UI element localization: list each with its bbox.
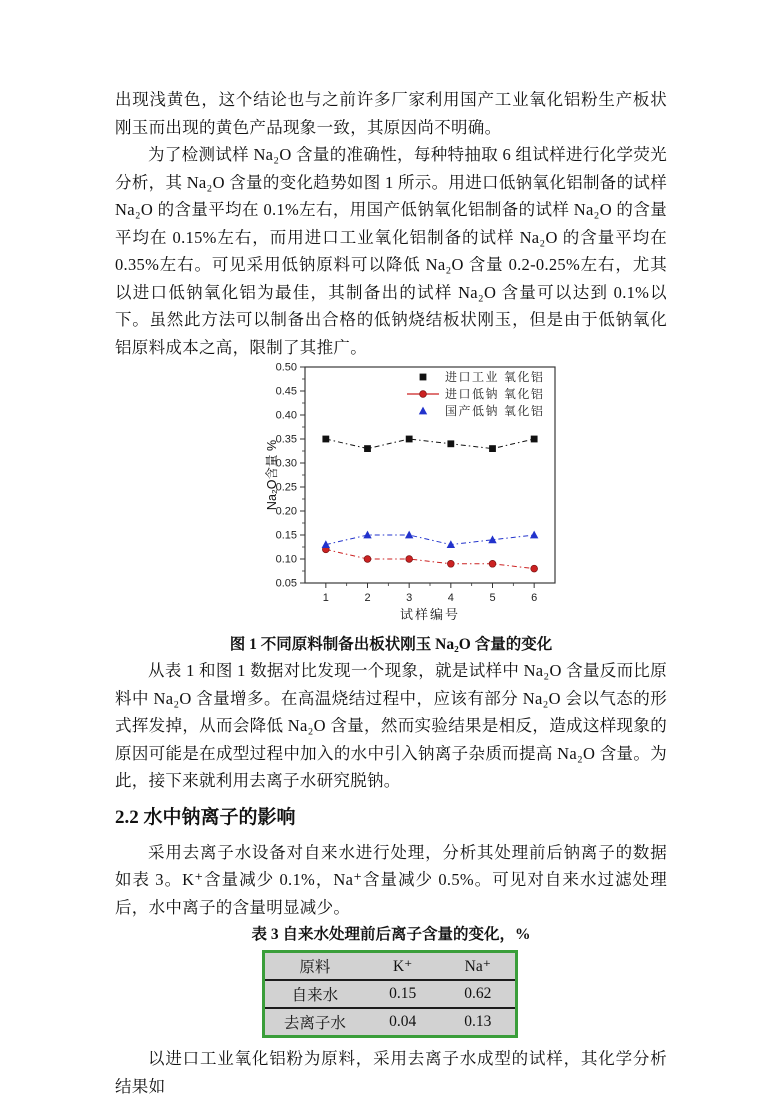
- svg-text:0.35: 0.35: [275, 433, 297, 446]
- x-axis-label: 试样编号: [399, 607, 461, 622]
- table3-caption: 表 3 自来水处理前后离子含量的变化，%: [251, 926, 531, 943]
- svg-text:0.05: 0.05: [275, 577, 297, 590]
- svg-text:1: 1: [322, 592, 329, 604]
- svg-text:3: 3: [406, 592, 413, 604]
- legend-label-2: 国产低钠 氧化铝: [445, 404, 545, 418]
- figure1: [115, 361, 667, 657]
- table-cell: 0.04: [389, 1013, 417, 1030]
- body-paragraph-5: 以进口工业氧化铝粉为原料，采用去离子水成型的试样，其化学分析结果如: [115, 1049, 667, 1096]
- svg-text:5: 5: [489, 592, 496, 604]
- svg-text:0.40: 0.40: [275, 409, 297, 422]
- svg-text:0.15: 0.15: [275, 529, 297, 542]
- y-axis: [265, 362, 305, 590]
- series-0: [322, 436, 537, 452]
- table-cell: 去离子水: [283, 1015, 346, 1032]
- table-header-potassium: K⁺: [392, 957, 413, 975]
- svg-text:0.25: 0.25: [275, 481, 297, 494]
- y-axis-label: Na₂O含量 %: [265, 439, 279, 511]
- section-heading-2-2: 2.2 水中钠离子的影响: [115, 806, 296, 828]
- body-paragraph-4: 采用去离子水设备对自来水进行处理，分析其处理前后钠离子的数据如表 3。K⁺含量减少 0.1%，Na⁺含量减少 0.5%。可见对自来水过滤处理后，水中离子的含量明显减少。: [115, 842, 667, 917]
- figure1-chart-area: [263, 361, 573, 632]
- svg-text:0.20: 0.20: [275, 505, 297, 518]
- table-row-deionized-water: [264, 1008, 517, 1037]
- svg-text:2: 2: [364, 592, 371, 604]
- svg-text:0.45: 0.45: [275, 385, 297, 398]
- body-paragraph-2: 为了检测试样 Na₂O 含量的准确性，每种特抽取 6 组试样进行化学荧光分析，其 Na₂O 含量的变化趋势如图 1 所示。用进口低钠氧化铝制备的试样 Na₂O 的含量平均在 0.1%左右，用国产低钠氧化铝制备的试样 Na₂O 的含量平均在 0.15%左右，而用进口工业氧化铝制备的试样 Na₂O 的含量平均在 0.35%左右。可见采用低钠原料可以降低 Na₂O 含量 0.2-0.25%左右，尤其以进口低钠氧化铝为最佳，其制备出的试样 Na₂O 含量可以达到 0.1%以下。虽然此方法可以制备出合格的低钠烧结板状刚玉，但是由于低钠氧化铝原料成本之高，限制了其推广。: [115, 145, 667, 357]
- series-1: [322, 546, 537, 572]
- figure1-caption: 图 1 不同原料制备出板状刚玉 Na₂O 含量的变化: [229, 636, 553, 653]
- svg-text:6: 6: [531, 592, 538, 604]
- x-axis: [323, 583, 537, 622]
- legend-label-0: 进口工业 氧化铝: [445, 370, 545, 384]
- svg-text:4: 4: [447, 592, 454, 604]
- table-header-material: 原料: [299, 959, 331, 976]
- series-2: [322, 531, 539, 548]
- svg-text:0.50: 0.50: [275, 361, 297, 374]
- svg-text:0.10: 0.10: [275, 553, 297, 566]
- table-cell: 0.15: [389, 985, 417, 1002]
- figure1-line-chart: [263, 361, 573, 627]
- table3-block: [115, 923, 667, 1038]
- legend-label-1: 进口低钠 氧化铝: [445, 387, 545, 401]
- table-cell: 0.13: [464, 1013, 492, 1030]
- table-header-sodium: Na⁺: [464, 957, 491, 975]
- body-paragraph-1: 出现浅黄色，这个结论也与之前许多厂家利用国产工业氧化铝粉生产板状刚玉而出现的黄色产品现象一致，其原因尚不明确。: [115, 90, 667, 137]
- body-paragraph-3: 从表 1 和图 1 数据对比发现一个现象，就是试样中 Na₂O 含量反而比原料中 Na₂O 含量增多。在高温烧结过程中，应该有部分 Na₂O 会以气态的形式挥发掉，从而会降低 Na₂O 含量，然而实验结果是相反，造成这样现象的原因可能是在成型过程中加入的水中引入钠离子杂质而提高 Na₂O 含量。为此，接下来就利用去离子水研究脱钠。: [115, 661, 667, 790]
- chart-legend: [407, 369, 544, 418]
- table-cell: 自来水: [291, 987, 339, 1004]
- table-cell: 0.62: [464, 985, 492, 1002]
- table-row-tap-water: [264, 980, 517, 1008]
- svg-text:0.30: 0.30: [275, 457, 297, 470]
- table-header-row: [264, 952, 517, 981]
- table3-ion-content: [262, 950, 518, 1038]
